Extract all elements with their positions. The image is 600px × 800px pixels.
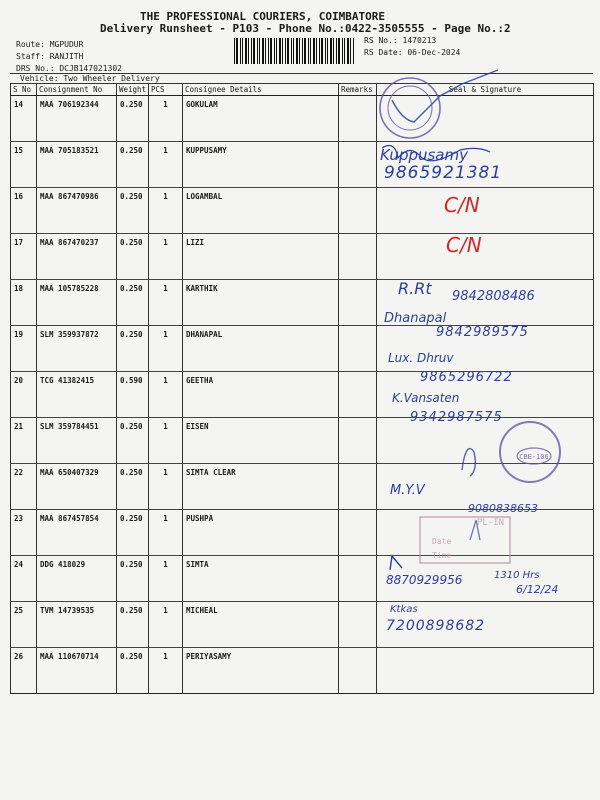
column-header-sno: S No (11, 84, 37, 96)
cell-sno: 17 (11, 234, 37, 280)
cell-consignee: LIZI (183, 234, 339, 280)
column-header-weight: Weight (117, 84, 149, 96)
cell-signature (377, 648, 594, 694)
cell-consignment-no: DDG 418029 (37, 556, 117, 602)
cell-weight: 0.250 (117, 556, 149, 602)
cell-signature (377, 556, 594, 602)
cell-signature (377, 510, 594, 556)
barcode-bar (304, 38, 306, 64)
barcode-bar (268, 38, 269, 64)
barcode-bar (316, 38, 317, 64)
barcode-bar (313, 38, 315, 64)
cell-remarks (339, 418, 377, 464)
barcode-bar (302, 38, 303, 64)
cell-sno: 24 (11, 556, 37, 602)
table-row (11, 464, 594, 510)
cell-signature (377, 326, 594, 372)
barcode-bar (282, 38, 283, 64)
cell-consignee: GEETHA (183, 372, 339, 418)
cell-sno: 26 (11, 648, 37, 694)
table-row (11, 602, 594, 648)
column-header-pcs: PCS (149, 84, 183, 96)
cell-weight: 0.250 (117, 510, 149, 556)
row19-name: Dhanapal (384, 311, 447, 326)
barcode-bar (234, 38, 235, 64)
cell-sno: 14 (11, 96, 37, 142)
barcode-bar (342, 38, 343, 64)
cell-consignee: PERIYASAMY (183, 648, 339, 694)
barcode-bar (353, 38, 354, 64)
cell-consignee: EISEN (183, 418, 339, 464)
rs-date: RS Date: 06-Dec-2024 (364, 48, 461, 57)
cell-pcs: 1 (149, 372, 183, 418)
cell-sno: 23 (11, 510, 37, 556)
barcode-bar (270, 38, 272, 64)
row21-name: K.Vansaten (392, 391, 460, 405)
cell-weight: 0.250 (117, 280, 149, 326)
barcode-bar (299, 38, 300, 64)
barcode-bar (296, 38, 298, 64)
row25-time: 1310 Hrs (494, 570, 540, 581)
cell-pcs: 1 (149, 234, 183, 280)
cell-signature (377, 464, 594, 510)
barcode-bar (248, 38, 249, 64)
cell-pcs: 1 (149, 142, 183, 188)
table-row (11, 96, 594, 142)
cell-consignee: KARTHIK (183, 280, 339, 326)
row15-phone: 9865921381 (384, 163, 503, 183)
table-row (11, 556, 594, 602)
cell-consignment-no: SLM 359937872 (37, 326, 117, 372)
cell-sno: 20 (11, 372, 37, 418)
row23-name: M.Y.V (390, 483, 425, 498)
cell-signature (377, 418, 594, 464)
cell-consignment-no: MAA 105785228 (37, 280, 117, 326)
barcode-bar (333, 38, 334, 64)
barcode-bar (242, 38, 243, 64)
cell-weight: 0.250 (117, 96, 149, 142)
cell-weight: 0.250 (117, 234, 149, 280)
row18-phone: 9842808486 (452, 289, 535, 304)
barcode-bar (330, 38, 332, 64)
barcode-bar (257, 38, 258, 64)
column-header-consignee: Consignee Details (183, 84, 339, 96)
drs-number: DRS No.: DCJB147021302 (16, 64, 122, 73)
cell-weight: 0.250 (117, 464, 149, 510)
cbe-code: CBE-106 (519, 453, 549, 461)
cell-remarks (339, 648, 377, 694)
cell-pcs: 1 (149, 326, 183, 372)
cell-consignment-no: MAA 705183521 (37, 142, 117, 188)
cell-consignee: PUSHPA (183, 510, 339, 556)
cell-consignment-no: TVM 14739535 (37, 602, 117, 648)
cell-remarks (339, 602, 377, 648)
row26-name: Ktkas (390, 604, 418, 615)
barcode-bar (236, 38, 238, 64)
cell-signature (377, 372, 594, 418)
barcode-bar (347, 38, 349, 64)
barcode-bar (245, 38, 247, 64)
cell-remarks (339, 280, 377, 326)
table-row (11, 188, 594, 234)
cell-consignment-no: TCG 41382415 (37, 372, 117, 418)
row18-name: R.Rt (398, 279, 432, 298)
cell-signature (377, 188, 594, 234)
cell-consignee: KUPPUSAMY (183, 142, 339, 188)
receipt-stamp-date: Date (432, 537, 452, 546)
cell-sno: 18 (11, 280, 37, 326)
cell-weight: 0.250 (117, 142, 149, 188)
cell-consignment-no: MAA 867457854 (37, 510, 117, 556)
receipt-stamp-time: Time (432, 551, 452, 560)
barcode-bar (293, 38, 294, 64)
column-header-remarks: Remarks (339, 84, 377, 96)
table-row (11, 326, 594, 372)
cell-remarks (339, 464, 377, 510)
cell-pcs: 1 (149, 280, 183, 326)
cell-consignment-no: MAA 110670714 (37, 648, 117, 694)
table-row (11, 280, 594, 326)
barcode-graphic (232, 38, 356, 64)
cell-remarks (339, 96, 377, 142)
cell-pcs: 1 (149, 464, 183, 510)
runsheet-table (10, 83, 594, 694)
barcode-bar (240, 38, 241, 64)
cell-sno: 19 (11, 326, 37, 372)
row20-phone: 9865296722 (420, 370, 513, 385)
row16-cn-mark: C/N (444, 193, 480, 217)
barcode-bar (287, 38, 289, 64)
cell-consignment-no: MAA 706192344 (37, 96, 117, 142)
route-label: Route: MGPUDUR (16, 40, 84, 49)
cell-weight: 0.250 (117, 188, 149, 234)
cell-weight: 0.250 (117, 326, 149, 372)
row25-phone: 8870929956 (386, 573, 463, 587)
barcode-bar (279, 38, 281, 64)
row23-phone: 9080838653 (468, 502, 538, 515)
cell-consignee: MICHEAL (183, 602, 339, 648)
cell-consignment-no: MAA 867470237 (37, 234, 117, 280)
cell-signature (377, 142, 594, 188)
barcode-bar (253, 38, 255, 64)
table-row (11, 510, 594, 556)
barcode-bar (259, 38, 260, 64)
cell-pcs: 1 (149, 96, 183, 142)
cell-sno: 25 (11, 602, 37, 648)
cell-pcs: 1 (149, 510, 183, 556)
cell-remarks (339, 142, 377, 188)
cell-signature (377, 602, 594, 648)
cell-weight: 0.250 (117, 602, 149, 648)
barcode-bar (350, 38, 351, 64)
cell-consignment-no: MAA 867470986 (37, 188, 117, 234)
cell-signature (377, 234, 594, 280)
staff-label: Staff: RANJITH (16, 52, 84, 61)
barcode-bar (274, 38, 275, 64)
cell-signature (377, 280, 594, 326)
barcode-bar (265, 38, 266, 64)
row17-cn-mark: C/N (446, 233, 482, 257)
cell-consignment-no: MAA 650407329 (37, 464, 117, 510)
row25-date: 6/12/24 (516, 583, 559, 596)
receipt-stamp-title: PL-IN (476, 518, 504, 528)
barcode-bar (321, 38, 323, 64)
table-header-row (11, 84, 594, 96)
cell-consignment-no: SLM 359784451 (37, 418, 117, 464)
table-row (11, 234, 594, 280)
cell-weight: 0.250 (117, 418, 149, 464)
cell-remarks (339, 188, 377, 234)
barcode-bar (285, 38, 286, 64)
cell-weight: 0.590 (117, 372, 149, 418)
cell-consignee: GOKULAM (183, 96, 339, 142)
barcode-bar (291, 38, 292, 64)
cell-pcs: 1 (149, 602, 183, 648)
cell-remarks (339, 510, 377, 556)
barcode-bar (344, 38, 345, 64)
cell-sno: 21 (11, 418, 37, 464)
barcode-bar (338, 38, 340, 64)
runsheet-title: Delivery Runsheet - P103 - Phone No.:0422-3505555 - Page No.:2 (100, 22, 511, 35)
table-row (11, 142, 594, 188)
cell-pcs: 1 (149, 556, 183, 602)
cell-consignee: DHANAPAL (183, 326, 339, 372)
barcode-bar (325, 38, 326, 64)
table-row (11, 418, 594, 464)
row19-phone: 9842989575 (436, 325, 529, 340)
cell-sno: 22 (11, 464, 37, 510)
barcode-bar (251, 38, 252, 64)
company-name: THE PROFESSIONAL COURIERS, COIMBATORE (140, 10, 386, 23)
cell-pcs: 1 (149, 648, 183, 694)
cell-remarks (339, 234, 377, 280)
cell-consignee: SIMTA (183, 556, 339, 602)
table-row (11, 372, 594, 418)
row26-phone: 7200898682 (386, 618, 486, 634)
barcode-bar (262, 38, 264, 64)
rs-number: RS No.: 1470213 (364, 36, 437, 45)
table-row (11, 648, 594, 694)
cell-pcs: 1 (149, 418, 183, 464)
cell-pcs: 1 (149, 188, 183, 234)
cell-remarks (339, 556, 377, 602)
row21-phone: 9342987575 (410, 410, 503, 425)
cell-remarks (339, 326, 377, 372)
cell-sno: 16 (11, 188, 37, 234)
cell-remarks (339, 372, 377, 418)
barcode-bar (310, 38, 311, 64)
vehicle-label: Vehicle: Two Wheeler Delivery (20, 74, 160, 83)
barcode-bar (276, 38, 277, 64)
cell-consignee: LOGAMBAL (183, 188, 339, 234)
cell-sno: 15 (11, 142, 37, 188)
cell-signature (377, 96, 594, 142)
row15-name: Kuppusamy (380, 146, 468, 164)
barcode-bar (319, 38, 320, 64)
row20-name: Lux. Dhruv (388, 351, 454, 365)
column-header-signature: Seal & Signature (377, 84, 594, 96)
barcode-bar (327, 38, 328, 64)
barcode-bar (308, 38, 309, 64)
cell-consignee: SIMTA CLEAR (183, 464, 339, 510)
cell-weight: 0.250 (117, 648, 149, 694)
column-header-consignment: Consignment No (37, 84, 117, 96)
barcode-bar (336, 38, 337, 64)
